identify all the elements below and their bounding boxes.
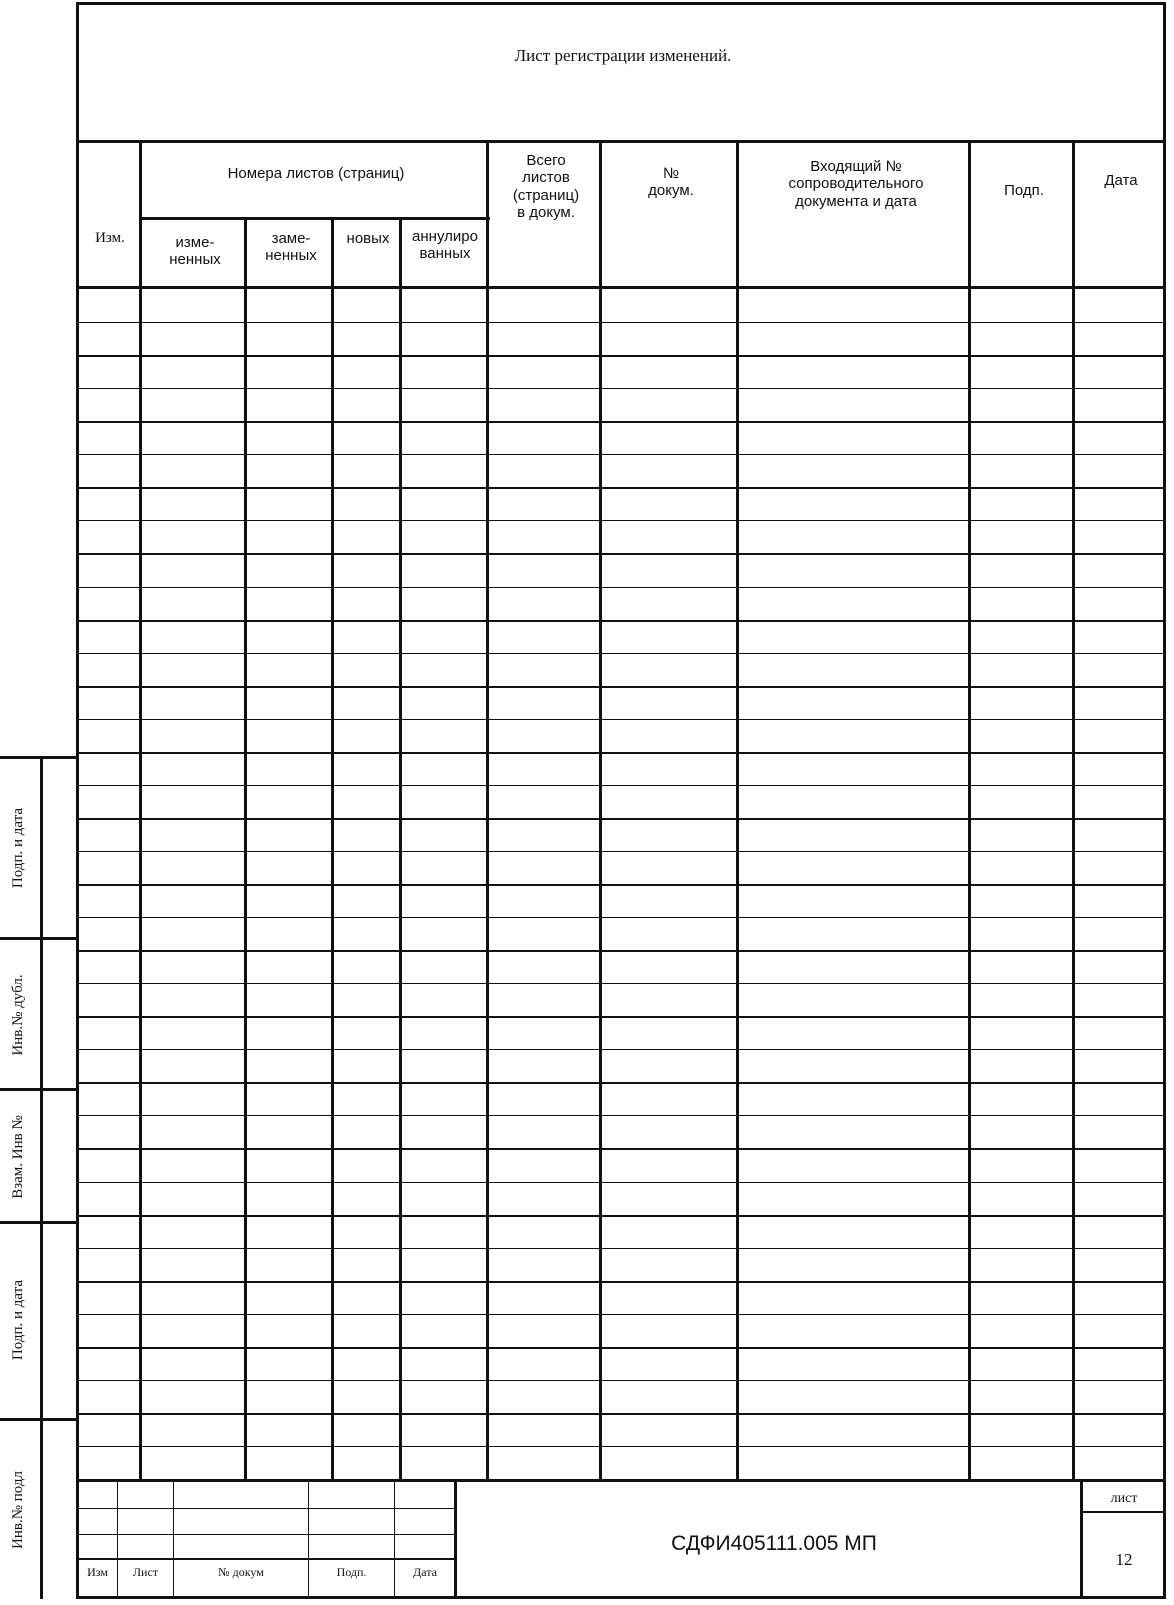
table-row: [78, 686, 1165, 688]
header-nomera-listov: Номера листов (страниц): [227, 165, 405, 182]
stamp-col-1: [117, 1480, 118, 1598]
header-vsego-listov: Всего листов (страниц) в докум.: [512, 152, 580, 221]
side-label-podp-i-data-1: Подп. и дата: [10, 807, 26, 889]
header-bottom-border: [76, 286, 1166, 289]
table-row: [78, 851, 1165, 852]
side-label-inv-podl: Инв.№ подл: [10, 1471, 26, 1549]
stamp-top-border: [76, 1479, 1166, 1482]
table-row: [78, 1446, 1165, 1447]
sheet-number: 12: [1115, 1550, 1133, 1569]
table-row: [78, 983, 1165, 984]
table-row: [78, 553, 1165, 555]
table-row: [78, 520, 1165, 521]
group-sub-border: [141, 217, 490, 220]
col-line-nomer: [736, 142, 739, 1480]
stamp-caption-data: Дата: [413, 1565, 437, 1579]
table-row: [78, 1314, 1165, 1315]
side-strip-inner-line: [40, 757, 43, 1599]
stamp-caption-list: Лист: [132, 1565, 159, 1579]
table-row: [78, 1049, 1165, 1050]
stamp-divider-main: [454, 1480, 457, 1598]
stamp-row-3: [78, 1558, 455, 1560]
table-row: [78, 388, 1165, 389]
table-row: [78, 1413, 1165, 1415]
title-bottom-border: [76, 140, 1166, 143]
table-row: [78, 620, 1165, 622]
table-row: [78, 355, 1165, 357]
table-row: [78, 1347, 1165, 1349]
stamp-row-1: [78, 1508, 455, 1509]
table-row: [78, 1115, 1165, 1116]
side-label-vzam-inv: Взам. Инв №: [10, 1115, 26, 1199]
table-row: [78, 1248, 1165, 1249]
table-row: [78, 1148, 1165, 1150]
table-row: [78, 785, 1165, 786]
col-line-vsego: [599, 142, 602, 1480]
col-line-izmenennyh: [244, 218, 247, 1480]
table-row: [78, 719, 1165, 720]
col-line-annul: [486, 142, 489, 1480]
side-sep-5: [0, 1418, 78, 1421]
header-podp: Подп.: [1004, 182, 1044, 199]
table-row: [78, 1215, 1165, 1217]
table-row: [78, 1082, 1165, 1084]
header-data: Дата: [1104, 172, 1138, 189]
stamp-row-2: [78, 1534, 455, 1535]
col-line-zamenennyh: [331, 218, 334, 1480]
header-annulirovannyh: аннулиро ванных: [412, 228, 478, 263]
stamp-col-3: [308, 1480, 309, 1598]
table-row: [78, 653, 1165, 654]
side-label-podp-i-data-2: Подп. и дата: [10, 1279, 26, 1361]
sheet-label: лист: [1110, 1491, 1138, 1506]
header-novyh: новых: [346, 230, 390, 247]
table-row: [78, 1380, 1165, 1381]
table-row: [78, 487, 1165, 489]
table-row: [78, 1281, 1165, 1283]
table-row: [78, 1016, 1165, 1018]
stamp-sheet-sep: [1081, 1511, 1166, 1513]
table-row: [78, 818, 1165, 820]
stamp-col-4: [394, 1480, 395, 1598]
table-row: [78, 421, 1165, 423]
document-number: СДФИ405111.005 МП: [671, 1532, 877, 1555]
table-row: [78, 884, 1165, 886]
header-izmenennyh: изме- ненных: [169, 234, 221, 269]
header-vhodyashchiy: Входящий № сопроводительного документа и дата: [788, 158, 924, 210]
table-row: [78, 752, 1165, 754]
stamp-col-2: [173, 1480, 174, 1598]
header-nomer-dokum: № докум.: [648, 165, 694, 200]
table-row: [78, 322, 1165, 323]
header-izm: Изм.: [95, 230, 125, 246]
stamp-caption-izm: Изм: [87, 1565, 108, 1579]
stamp-caption-n-dokum: № докум: [218, 1565, 264, 1579]
col-line-novyh: [399, 218, 402, 1480]
col-line-izm: [139, 142, 142, 1480]
table-row: [78, 950, 1165, 952]
table-row: [78, 917, 1165, 918]
header-zamenennyh: заме- ненных: [265, 230, 317, 265]
page-title: Лист регистрации изменений.: [514, 46, 732, 65]
table-row: [78, 1182, 1165, 1183]
table-row: [78, 454, 1165, 455]
stamp-caption-podp: Подп.: [336, 1565, 367, 1579]
col-line-vhod: [968, 142, 971, 1480]
side-label-inv-dubl: Инв.№ дубл.: [10, 974, 26, 1056]
table-row: [78, 587, 1165, 588]
col-line-podp: [1072, 142, 1075, 1480]
